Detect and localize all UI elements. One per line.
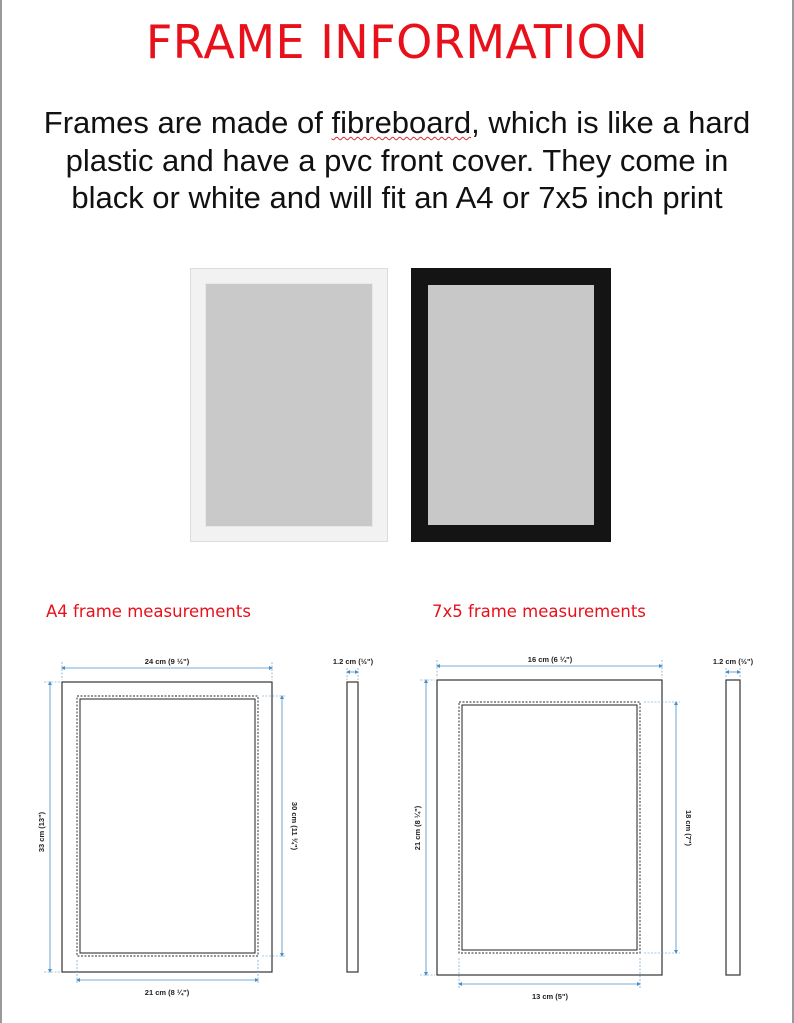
7x5-inner-opening <box>462 705 637 950</box>
page-title: FRAME INFORMATION <box>145 15 649 69</box>
7x5-height-inner-label: 18 cm (7") <box>684 809 693 847</box>
7x5-heading: 7x5 frame measurements <box>432 602 646 621</box>
a4-height-outer-label: 33 cm (13") <box>37 811 46 853</box>
description-fibreboard: fibreboard <box>331 105 472 140</box>
7x5-dashed-border <box>459 702 640 953</box>
7x5-width-inner-label: 13 cm (5") <box>531 992 569 1001</box>
a4-dashed-border <box>77 696 258 956</box>
frame-description <box>20 104 774 217</box>
a4-side-diagram <box>333 657 374 972</box>
a4-inner-opening <box>80 699 255 953</box>
7x5-depth-label: 1.2 cm (½") <box>712 657 754 666</box>
measurement-diagrams <box>0 640 794 1023</box>
7x5-side-diagram <box>713 657 754 975</box>
description-line3: black or white and will fit an A4 or 7x5 inch print <box>71 180 723 215</box>
description-line1-start: Frames are made of <box>43 105 332 140</box>
a4-depth-label: 1.2 cm (½") <box>332 657 374 666</box>
white-frame-mat <box>206 284 372 526</box>
a4-side-profile <box>347 682 358 972</box>
a4-front-diagram <box>37 657 299 997</box>
description-line2: plastic and have a pvc front cover. They come in <box>65 142 729 178</box>
a4-width-outer-label: 24 cm (9 ½") <box>144 657 190 666</box>
black-frame-mat <box>428 285 594 525</box>
7x5-front-diagram <box>413 655 693 1001</box>
a4-outer-frame <box>62 682 272 972</box>
description-line1-end: , which is like a hard <box>471 105 751 140</box>
a4-height-inner-label: 30 cm (11 ¾") <box>290 801 299 851</box>
7x5-outer-frame <box>437 680 662 975</box>
7x5-side-profile <box>726 680 740 975</box>
white-frame-photo <box>190 268 388 542</box>
a4-heading: A4 frame measurements <box>46 602 251 621</box>
7x5-height-outer-label: 21 cm (8 ¼") <box>413 805 422 851</box>
a4-width-inner-label: 21 cm (8 ¼") <box>144 988 190 997</box>
black-frame-photo <box>411 268 611 542</box>
7x5-width-outer-label: 16 cm (6 ¼") <box>527 655 573 664</box>
